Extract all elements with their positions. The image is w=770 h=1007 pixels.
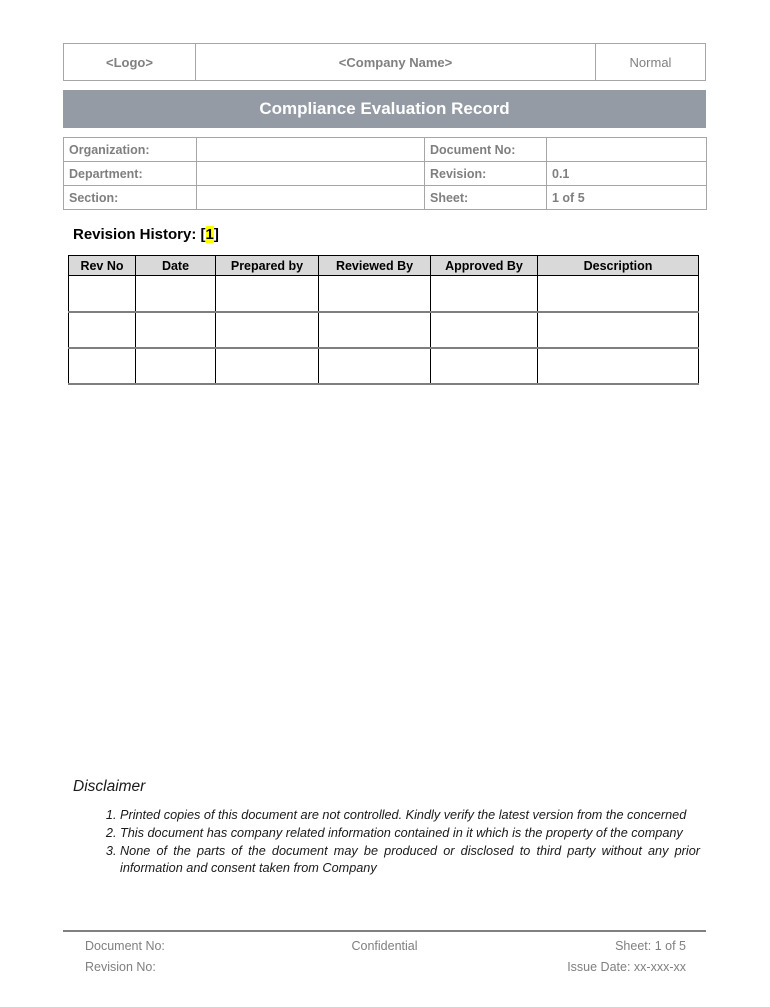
table-cell: [319, 312, 431, 348]
table-cell: [136, 312, 216, 348]
document-classification: Normal: [595, 44, 705, 80]
document-title-bar: [63, 90, 706, 128]
table-cell: [69, 312, 136, 348]
disclaimer-list: [97, 807, 700, 878]
table-cell: [431, 276, 538, 312]
footer-right-block: [494, 936, 706, 978]
document-title: Compliance Evaluation Record: [259, 99, 510, 118]
disclaimer-item: 2. This document has company related information contained in it which is the property of the company: [120, 825, 700, 842]
revision-table-header-row: [69, 256, 699, 276]
column-header-description: Description: [538, 256, 699, 276]
footer-document-no: Document No:: [85, 939, 165, 953]
table-cell: [216, 312, 319, 348]
footer-issue-date: Issue Date: xx-xxx-xx: [567, 960, 686, 974]
table-row: [69, 348, 699, 384]
footer-sheet: Sheet: 1 of 5: [615, 939, 686, 953]
footer-confidential-label: Confidential: [351, 939, 418, 953]
table-cell: [216, 276, 319, 312]
revision-history-heading: [73, 226, 219, 243]
footer-revision-no: Revision No:: [85, 960, 156, 974]
table-cell: [319, 276, 431, 312]
table-cell: [319, 348, 431, 384]
column-header-approved-by: Approved By: [431, 256, 538, 276]
table-cell: [136, 276, 216, 312]
disclaimer-item: 1. Printed copies of this document are not controlled. Kindly verify the latest version from the concerned: [120, 807, 700, 824]
info-label: Section:: [64, 186, 197, 210]
revision-number-highlight: 1: [205, 226, 214, 243]
info-label: Sheet:: [425, 186, 547, 210]
info-row-section: [64, 186, 707, 210]
info-value: [197, 186, 425, 210]
info-label: Department:: [64, 162, 197, 186]
company-name-placeholder: <Company Name>: [195, 44, 595, 80]
page-footer: [63, 930, 706, 978]
document-header-table: [63, 43, 706, 81]
revision-history-table: [68, 255, 699, 385]
revision-history-label: Revision History:: [73, 226, 201, 243]
column-header-date: Date: [136, 256, 216, 276]
info-value: 0.1: [547, 162, 707, 186]
table-row: [69, 276, 699, 312]
bracket-open: [: [200, 226, 206, 243]
info-row-organization: [64, 138, 707, 162]
disclaimer-heading: Disclaimer: [73, 778, 146, 795]
footer-left-block: [63, 936, 275, 978]
info-value: 1 of 5: [547, 186, 707, 210]
info-row-department: [64, 162, 707, 186]
table-cell: [538, 312, 699, 348]
info-value: [197, 138, 425, 162]
info-value: [197, 162, 425, 186]
column-header-rev-no: Rev No: [69, 256, 136, 276]
table-cell: [538, 348, 699, 384]
column-header-reviewed-by: Reviewed By: [319, 256, 431, 276]
table-cell: [431, 348, 538, 384]
column-header-prepared-by: Prepared by: [216, 256, 319, 276]
table-row: [69, 312, 699, 348]
table-cell: [69, 348, 136, 384]
info-value: [547, 138, 707, 162]
table-cell: [69, 276, 136, 312]
document-info-table: [63, 137, 707, 210]
info-label: Organization:: [64, 138, 197, 162]
bracket-close: ]: [213, 226, 219, 243]
table-cell: [431, 312, 538, 348]
table-cell: [216, 348, 319, 384]
logo-placeholder: <Logo>: [106, 54, 153, 70]
info-label: Revision:: [425, 162, 547, 186]
info-label: Document No:: [425, 138, 547, 162]
table-cell: [136, 348, 216, 384]
disclaimer-item: 3. None of the parts of the document may be produced or disclosed to third party without any prior information and consent taken from Company: [120, 843, 700, 877]
table-cell: [538, 276, 699, 312]
